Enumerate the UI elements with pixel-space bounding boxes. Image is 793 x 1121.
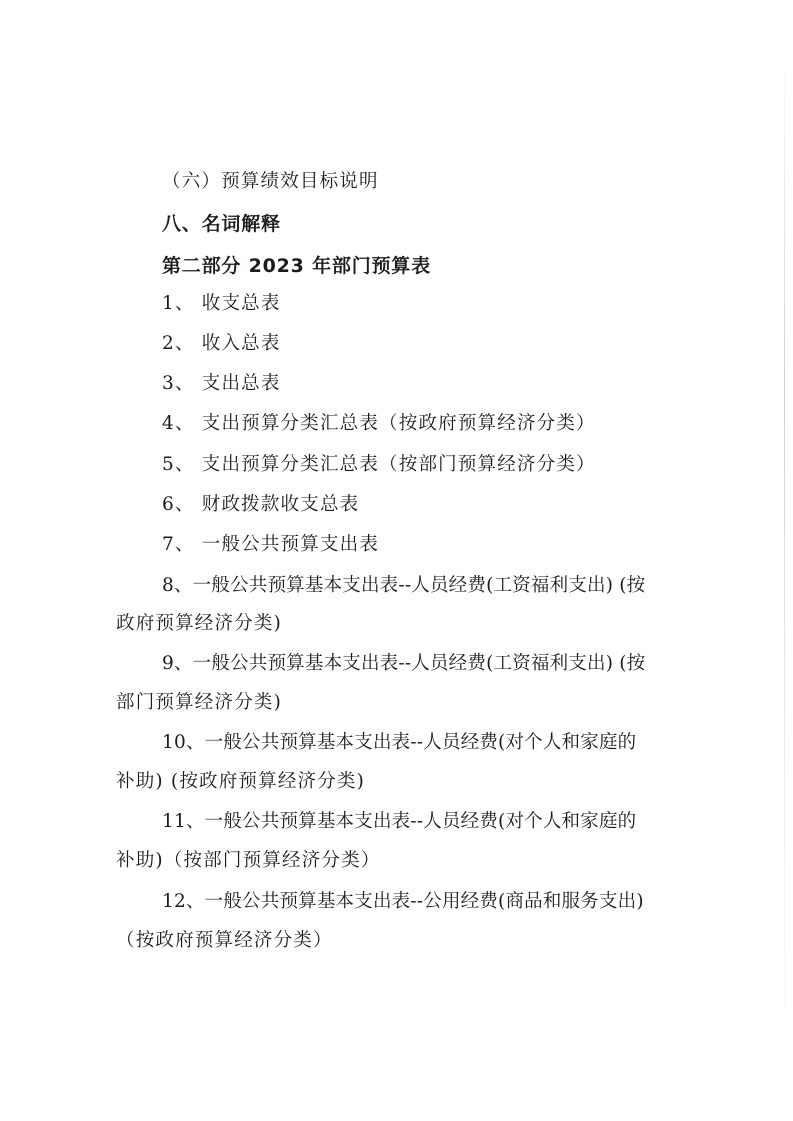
list-item-3: 3、 支出总表 (162, 373, 281, 394)
list-item-4: 4、 支出预算分类汇总表（按政府预算经济分类） (162, 413, 596, 434)
section-budget-performance: （六）预算绩效目标说明 (162, 171, 379, 192)
list-item-5: 5、 支出预算分类汇总表（按部门预算经济分类） (162, 454, 596, 475)
list-item-9-cont: 部门预算经济分类) (116, 692, 283, 713)
list-item-6: 6、 财政拨款收支总表 (162, 494, 360, 515)
scan-edge-shadow (784, 40, 785, 1080)
list-item-8: 8、一般公共预算基本支出表--人员经费(工资福利支出) (按 (162, 575, 646, 596)
list-item-11: 11、一般公共预算基本支出表--人员经费(对个人和家庭的 (162, 811, 637, 832)
heading-glossary: 八、名词解释 (162, 213, 281, 235)
list-item-8-cont: 政府预算经济分类) (116, 613, 283, 634)
list-item-10-cont: 补助) (按政府预算经济分类) (116, 771, 366, 792)
list-item-11-cont: 补助)（按部门预算经济分类） (116, 850, 381, 871)
list-item-1: 1、 收支总表 (162, 293, 281, 314)
list-item-2: 2、 收入总表 (162, 333, 281, 354)
list-item-10: 10、一般公共预算基本支出表--人员经费(对个人和家庭的 (162, 732, 637, 753)
list-item-9: 9、一般公共预算基本支出表--人员经费(工资福利支出) (按 (162, 653, 646, 674)
list-item-7: 7、 一般公共预算支出表 (162, 534, 380, 555)
list-item-12: 12、一般公共预算基本支出表--公用经费(商品和服务支出) (162, 891, 644, 912)
heading-part-two: 第二部分 2023 年部门预算表 (162, 255, 431, 277)
list-item-12-cont: （按政府预算经济分类） (116, 930, 333, 951)
